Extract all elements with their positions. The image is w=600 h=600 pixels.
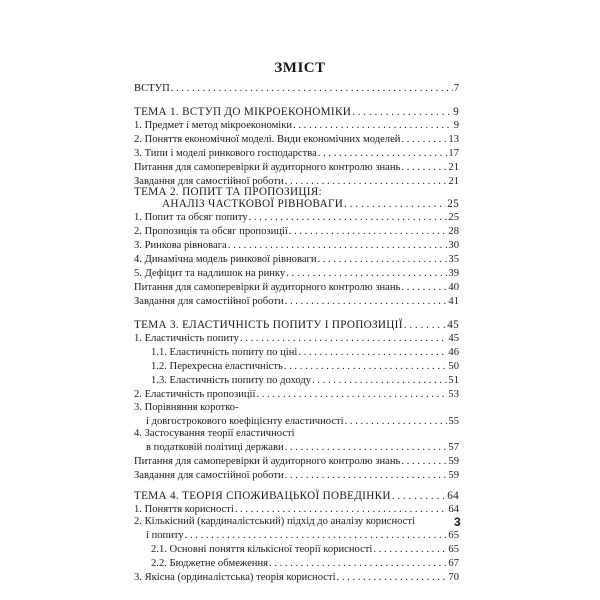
toc-entry[interactable]: Питання для самоперевірки й аудиторного контролю знань . . . 40: [134, 281, 459, 295]
toc-entry[interactable]: 1. Попит та обсяг попиту . . . 25: [134, 211, 459, 225]
page-number: 3: [454, 515, 461, 529]
toc-entry[interactable]: 2. Пропозиція та обсяг пропозиції . . . 28: [134, 225, 459, 239]
toc-entry[interactable]: Питання для самоперевірки й аудиторного контролю знань . . . 59: [134, 455, 459, 469]
toc-entry[interactable]: 1. Поняття корисності . . . 64: [134, 503, 459, 517]
toc-entry[interactable]: і довгострокового коефіцієнту еластичності . . . 55: [146, 415, 459, 429]
toc-topic-2-line1[interactable]: ТЕМА 2. ПОПИТ ТА ПРОПОЗИЦІЯ:: [134, 186, 322, 198]
toc-entry[interactable]: 1. Предмет і метод мікроекономіки . . . 9: [134, 119, 459, 133]
toc-entry[interactable]: 1.1. Еластичність попиту по ціні . . . 46: [151, 346, 459, 360]
toc-entry[interactable]: Завдання для самостійної роботи . . . 41: [134, 295, 459, 309]
toc-topic-4[interactable]: ТЕМА 4. ТЕОРІЯ СПОЖИВАЦЬКОЇ ПОВЕДІНКИ . . . 64: [134, 489, 459, 503]
toc-entry[interactable]: 2.1. Основні поняття кількісної теорії корисності . . . 65: [151, 543, 459, 557]
toc-entry[interactable]: 1. Еластичність попиту . . . 45: [134, 332, 459, 346]
toc-entry[interactable]: 1.2. Перехресна еластичність . . . 50: [151, 360, 459, 374]
toc-entry[interactable]: 1.3. Еластичність попиту по доходу . . . 51: [151, 374, 459, 388]
toc-topic-1[interactable]: ТЕМА 1. ВСТУП ДО МІКРОЕКОНОМІКИ . . . 9: [134, 105, 459, 119]
page-title: ЗМІСТ: [274, 60, 326, 76]
toc-entry[interactable]: 5. Дефіцит та надлишок на ринку . . . 39: [134, 267, 459, 281]
toc-entry[interactable]: Завдання для самостійної роботи . . . 59: [134, 469, 459, 483]
toc-topic-2[interactable]: АНАЛІЗ ЧАСТКОВОЇ РІВНОВАГИ . . . 25: [162, 197, 459, 211]
toc-entry[interactable]: 3. Ринкова рівновага . . . 30: [134, 239, 459, 253]
toc-entry-line1[interactable]: 4. Застосування теорії еластичності: [134, 428, 295, 439]
toc-entry-line1[interactable]: 3. Порівняння коротко-: [134, 402, 239, 413]
toc-entry[interactable]: 4. Динамічна модель ринкової рівноваги . . . 35: [134, 253, 459, 267]
toc-entry[interactable]: 3. Якісна (ординалістська) теорія корисності . . . 70: [134, 571, 459, 585]
toc-topic-3[interactable]: ТЕМА 3. ЕЛАСТИЧНІСТЬ ПОПИТУ І ПРОПОЗИЦІЇ . . . 45: [134, 318, 459, 332]
toc-entry[interactable]: Завдання для самостійної роботи . . . 21: [134, 175, 459, 189]
toc-entry[interactable]: 3. Типи і моделі ринкового господарства . . . 17: [134, 147, 459, 161]
toc-entry-line1[interactable]: 2. Кількісний (кардиналістський) підхід до аналізу корисності: [134, 516, 415, 527]
toc-entry[interactable]: 2. Еластичність пропозиції . . . 53: [134, 388, 459, 402]
toc-entry-intro[interactable]: ВСТУП . . . 7: [134, 82, 459, 96]
toc-entry[interactable]: в податковій політиці держави . . . 57: [146, 441, 459, 455]
toc-entry[interactable]: Питання для самоперевірки й аудиторного контролю знань . . . 21: [134, 161, 459, 175]
toc-entry[interactable]: 2.2. Бюджетне обмеження . . . 67: [151, 557, 459, 571]
toc-entry[interactable]: 2. Поняття економічної моделі. Види економічних моделей . . . 13: [134, 133, 459, 147]
toc-entry[interactable]: і попиту . . . 65: [146, 529, 459, 543]
